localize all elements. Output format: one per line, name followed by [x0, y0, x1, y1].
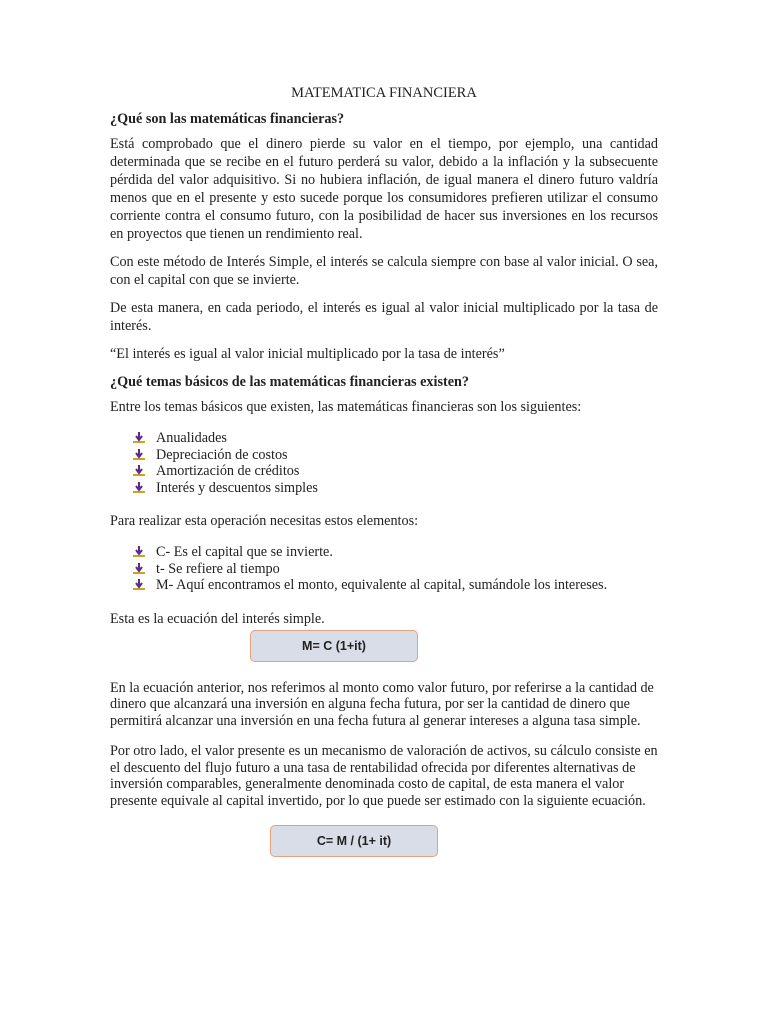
formula-row-1 [110, 630, 658, 670]
list-item-label: t- Se refiere al tiempo [156, 560, 280, 577]
list-item [132, 561, 658, 578]
list-item-label: C- Es el capital que se invierte. [156, 544, 333, 560]
list-item-label: Depreciación de costos [156, 446, 288, 463]
paragraph-topics-intro: Entre los temas básicos que existen, las matemáticas financieras son los siguientes: [110, 399, 582, 415]
arrow-bullet-icon [132, 482, 146, 494]
document-title: MATEMATICA FINANCIERA [291, 85, 477, 101]
topics-list [110, 430, 658, 496]
list-item [132, 577, 658, 594]
paragraph-simple-interest: Con este método de Interés Simple, el interés se calcula siempre con base al valor inicial. O sea, con el capital con que se invierte. [110, 254, 658, 288]
arrow-bullet-icon [132, 432, 146, 444]
section-heading-2: ¿Qué temas básicos de las matemáticas financieras existen? [110, 374, 469, 390]
list-item [132, 463, 658, 480]
paragraph-future-value: En la ecuación anterior, nos referimos al monto como valor futuro, por referirse a la cantidad de dinero que alcanzará una inversión en alguna fecha futura, por ser la cantidad de dinero que permitirá alcanzar una inversión en una fecha futura al generar intereses a alguna tasa simple. [110, 679, 654, 729]
list-item-label: Amortización de créditos [156, 463, 300, 479]
list-item-label: Anualidades [156, 430, 227, 446]
list-item [132, 480, 658, 497]
formula-row-2 [110, 821, 658, 861]
paragraph-elements-intro: Para realizar esta operación necesitas estos elementos: [110, 513, 419, 529]
section-heading-1: ¿Qué son las matemáticas financieras? [110, 111, 345, 127]
arrow-bullet-icon [132, 449, 146, 461]
list-item [132, 447, 658, 464]
paragraph-equation-intro: Esta es la ecuación del interés simple. [110, 610, 325, 627]
arrow-bullet-icon [132, 465, 146, 477]
arrow-bullet-icon [132, 579, 146, 591]
list-item [132, 544, 658, 561]
paragraph-present-value: Por otro lado, el valor presente es un mecanismo de valoración de activos, su cálculo consiste en el descuento del flujo futuro a una tasa de rentabilidad ofrecida por diferentes alternativas de inversión comparables, generalmente denominada costo de capital, de esta manera el valor presente equivale al capital invertido, por lo que puede ser estimado con la siguiente ecuación. [110, 743, 658, 809]
quote-paragraph: “El interés es igual al valor inicial multiplicado por la tasa de interés” [110, 346, 505, 362]
list-item-label: M- Aquí encontramos el monto, equivalente al capital, sumándole los intereses. [156, 577, 608, 593]
paragraph-intro: Está comprobado que el dinero pierde su valor en el tiempo, por ejemplo, una cantidad determinada que se recibe en el futuro perderá su valor, debido a la inflación y la subsecuente pérdida del valor adquisitivo. Si no hubiera inflación, de igual manera el dinero futuro valdría menos que en el presente y esto sucede porque los consumidores prefieren utilizar el consumo corriente contra el consumo futuro, con la posibilidad de hacer sus inversiones en los recursos en proyectos que tienen un rendimiento real. [110, 136, 658, 242]
document-content [110, 84, 658, 871]
list-item-label: Interés y descuentos simples [156, 479, 318, 496]
paragraph-per-period: De esta manera, en cada periodo, el interés es igual al valor inicial multiplicado por la tasa de interés. [110, 300, 658, 334]
list-item [132, 430, 658, 447]
arrow-bullet-icon [132, 563, 146, 575]
elements-list [110, 544, 658, 594]
formula-box-future-value: M= C (1+it) [250, 630, 418, 662]
formula-box-present-value: C= M / (1+ it) [270, 825, 438, 857]
arrow-bullet-icon [132, 546, 146, 558]
